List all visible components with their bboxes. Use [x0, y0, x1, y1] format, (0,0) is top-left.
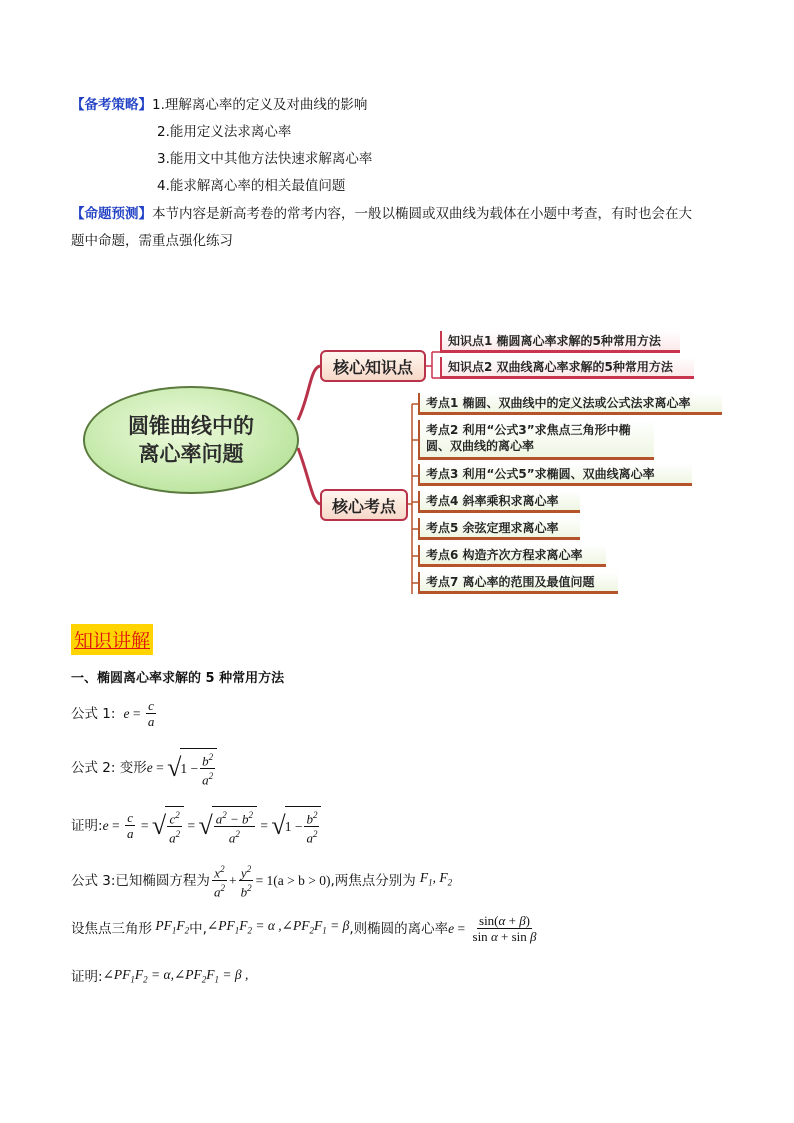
- formula-3-label: 公式 3:已知椭圆方程为: [71, 872, 210, 889]
- strategy-tag: 【备考策略】: [71, 97, 152, 113]
- forecast-line-2: 题中命题，需重点强化练习: [71, 233, 233, 249]
- formula-1: 公式 1: e = $\frac{c}{a}$: [71, 698, 155, 729]
- section-title: 知识讲解: [71, 624, 153, 655]
- focal-triangle-mid: 中,: [189, 920, 207, 937]
- formula-2: 公式 2: 变形 e = √ 1 − $\frac{b^2}{a^2}$: [71, 748, 217, 788]
- point-item-4: 考点4 斜率乘积求离心率: [418, 491, 580, 513]
- focal-triangle-line: 设焦点三角形 $PF_1F_2$ 中, $\angle PF_1F_2 = \alpha$ $,\angle PF_2F_1 = \beta$ ,则椭圆的离心率 e = $\frac{\sin(\alpha + \beta)}{\text{sin α + sin β}}$: [71, 913, 537, 944]
- strategy-item-3: 3.能用文中其他方法快速求解离心率: [157, 151, 373, 167]
- formula-2-label: 公式 2: 变形: [71, 759, 147, 776]
- point-item-2: 考点2 利用“公式3”求焦点三角形中椭圆、双曲线的离心率: [418, 420, 654, 460]
- mindmap-hub-knowledge: 核心知识点: [320, 350, 426, 382]
- formula-1-label: 公式 1:: [71, 705, 116, 722]
- proof-1: 证明: e = $\frac{c}{a}$ = √ $\frac{c^2}{a^2}$ = √ $\frac{a^2 - b^2}{a^2}$ = √ 1 − $\frac{b^2}{a^2}$: [71, 806, 321, 846]
- focal-triangle-tail: ,则椭圆的离心率: [349, 920, 449, 937]
- strategy-item-4: 4.能求解离心率的相关最值问题: [157, 178, 346, 194]
- formula-3-condition: = 1(a > b > 0): [255, 872, 331, 888]
- heading-ellipse-methods: 一、椭圆离心率求解的 5 种常用方法: [71, 671, 285, 686]
- point-item-7: 考点7 离心率的范围及最值问题: [418, 572, 618, 594]
- formula-3: 公式 3:已知椭圆方程为 $\frac{x^2}{a^2}$ + $\frac{y^2}{b^2}$ = 1(a > b > 0) ,两焦点分别为 $F_1$, $F_2$: [71, 864, 453, 900]
- strategy-item-1: 1.理解离心率的定义及对曲线的影响: [152, 97, 368, 113]
- proof-1-label: 证明:: [71, 817, 103, 834]
- proof-2: 证明: $\angle PF_1F_2$ = $\alpha,\angle PF_2F_1 = \beta$ ,: [71, 967, 249, 986]
- mindmap-hub-points: 核心考点: [320, 489, 408, 521]
- point-item-3: 考点3 利用“公式5”求椭圆、双曲线离心率: [418, 464, 692, 486]
- forecast-text-1: 本节内容是新高考卷的常考内容，一般以椭圆或双曲线为载体在小题中考查，有时也会在大: [152, 206, 692, 222]
- point-item-1: 考点1 椭圆、双曲线中的定义法或公式法求离心率: [418, 393, 722, 415]
- proof-2-label: 证明:: [71, 969, 103, 986]
- strategy-item-2: 2.能用定义法求离心率: [157, 124, 292, 140]
- mindmap-root: [83, 386, 299, 494]
- point-item-5: 考点5 余弦定理求离心率: [418, 518, 580, 540]
- formula-3-tail: ,两焦点分别为: [330, 872, 416, 889]
- forecast-tag: 【命题预测】: [71, 206, 152, 222]
- knowledge-item-2: 知识点2 双曲线离心率求解的5种常用方法: [440, 357, 694, 379]
- point-item-6: 考点6 构造齐次方程求离心率: [418, 545, 606, 567]
- focal-triangle-label: 设焦点三角形: [71, 920, 152, 937]
- knowledge-item-1: 知识点1 椭圆离心率求解的5种常用方法: [440, 331, 680, 353]
- mindmap-root-label: 圆锥曲线中的 离心率问题: [128, 414, 254, 466]
